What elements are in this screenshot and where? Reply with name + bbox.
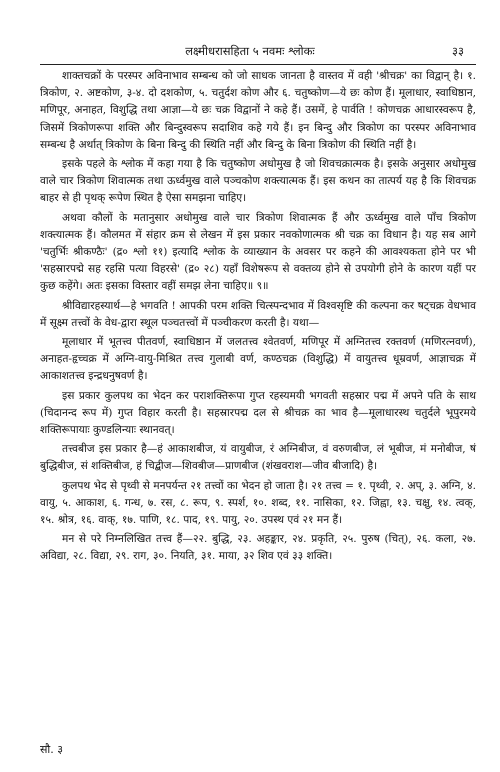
paragraph: तत्त्वबीज इस प्रकार है—हं आकाशबीज, यं वायुबीज, रं अग्निबीज, वं वरुणबीज, लं भूबीज, मं मनोबीज, षं बुद्धिबीज, सं शक्तिबीज, हं चिद्बीज—शिवबीज—प्राणबीज (शंखवराश—जीव बीजादि) है। (40, 443, 476, 473)
paragraph: इस प्रकार कुलपथ का भेदन कर पराशक्तिरूपा गुप्त रहस्यमयी भगवती सहस्रार पद्म में अपने पति के साथ (चिदानन्द रूप में) गुप्त विहार करती है। सहस्रारपद्म दल से श्रीचक्र का भाव है—मूलाधारस्थ चतुर्दले भूपुरमये शक्तिरूपायाः कुण्डलिन्याः स्थानवत्। (40, 389, 476, 437)
paragraph: कुलपथ भेद से पृथ्वी से मनपर्यन्त २१ तत्त्वों का भेदन हो जाता है। २१ तत्त्व = १. पृथ्वी, २. अप्, ३. अग्नि, ४. वायु, ५. आकाश, ६. गन्ध, ७. रस, ८. रूप, ९. स्पर्श, १०. शब्द, ११. नासिका, १२. जिह्वा, १३. चक्षु, १४. त्वक्, १५. श्रोत्र, १६. वाक्, १७. पाणि, १८. पाद, १९. पायु, २०. उपस्थ एवं २१ मन हैं। (40, 479, 476, 527)
paragraph: मूलाधार में भूतत्त्व पीतवर्ण, स्वाधिष्ठान में जलतत्त्व श्वेतवर्ण, मणिपूर में अग्नितत्त्व रक्तवर्ण (मणिरत्नवर्ण), अनाहत-हृच्चक्र में अग्नि-वायु-मिश्रित तत्त्व गुलाबी वर्ण, कण्ठचक्र (विशुद्धि) में वायुतत्त्व धूम्रवर्ण, आज्ञाचक्र में आकाशतत्त्व इन्द्रधनुषवर्ण है। (40, 336, 476, 383)
page-number: ३३ (452, 44, 464, 58)
signature-mark: सौ. ३ (40, 743, 63, 756)
paragraph: अथवा कौलों के मतानुसार अधोमुख वाले चार त्रिकोण शिवात्मक हैं और ऊर्ध्वमुख वाले पाँच त्रिकोण शक्त्यात्मक हैं। कौलमत में संहार क्रम से लेखन में इस प्रकार नवकोणात्मक श्री चक्र का विधान है। यह सब आगे 'चतुर्भिः श्रीकण्ठैः' (द्र० श्लो ११) इत्यादि श्लोक के व्याख्यान के अवसर पर कहने की आवश्यकता होने पर भी 'सहस्रारपद्मे सह रहसि पत्या विहरसे' (द्र० २८) यहाँ विशेषरूप से वक्तव्य होने से उपयोगी होने के कारण यहीं पर कुछ कहेंगे। अतः इसका विस्तार वहीं समझ लेना चाहिए॥ ९॥ (40, 211, 476, 293)
body-text (40, 68, 476, 566)
paragraph: इसके पहले के श्लोक में कहा गया है कि चतुष्कोण अधोमुख है जो शिवचक्रात्मक है। इसके अनुसार अधोमुख वाले चार त्रिकोण शिवात्मक तथा ऊर्ध्वमुख वाले पञ्चकोण शक्त्यात्मक हैं। इस कथन का तात्पर्य यह है कि शिवचक्र बाहर से ही पृथक् रूपेण स्थित है ऐसा समझना चाहिए। (40, 158, 476, 205)
paragraph: मन से परे निम्नलिखित तत्त्व हैं—२२. बुद्धि, २३. अहङ्कार, २४. प्रकृति, २५. पुरुष (चित्), २६. कला, २७. अविद्या, २८. विद्या, २९. राग, ३०. नियति, ३१. माया, ३२ शिव एवं ३३ शक्ति। (40, 533, 476, 563)
header-rule (40, 64, 476, 65)
paragraph: श्रीविद्यारहस्यार्थ—हे भगवति ! आपकी परम शक्ति चित्स्पन्दभाव में विश्वसृष्टि की कल्पना कर षट्चक्र वेधभाव में सूक्ष्म तत्त्वों के वेध-द्वारा स्थूल पञ्चतत्त्वों में पञ्चीकरण करती है। यथा— (40, 299, 476, 329)
paragraph: शाक्तचक्रों के परस्पर अविनाभाव सम्बन्ध को जो साधक जानता है वास्तव में वही 'श्रीचक्र' का विद्वान् है। १. त्रिकोण, २. अष्टकोण, ३-४. दो दशकोण, ५. चतुर्दश कोण और ६. चतुष्कोण—ये छः कोण हैं। मूलाधार, स्वाधिष्ठान, मणिपूर, अनाहत, विशुद्धि तथा आज्ञा—ये छः चक्र विद्वानों ने कहे हैं। उसमें, हे पार्वति ! कोणचक्र आधारस्वरूप है, जिसमें त्रिकोणरूपा शक्ति और बिन्दुस्वरूप सदाशिव कहे गये हैं। इन बिन्दु और त्रिकोण का परस्पर अविनाभाव सम्बन्ध है अर्थात् त्रिकोण के बिना बिन्दु की स्थिति नहीं और बिन्दु के बिना त्रिकोण की स्थिति नहीं है। (40, 70, 476, 151)
running-header (0, 44, 500, 62)
header-title: लक्ष्मीधरासहिता ५ नवमः श्लोकः (185, 44, 315, 58)
